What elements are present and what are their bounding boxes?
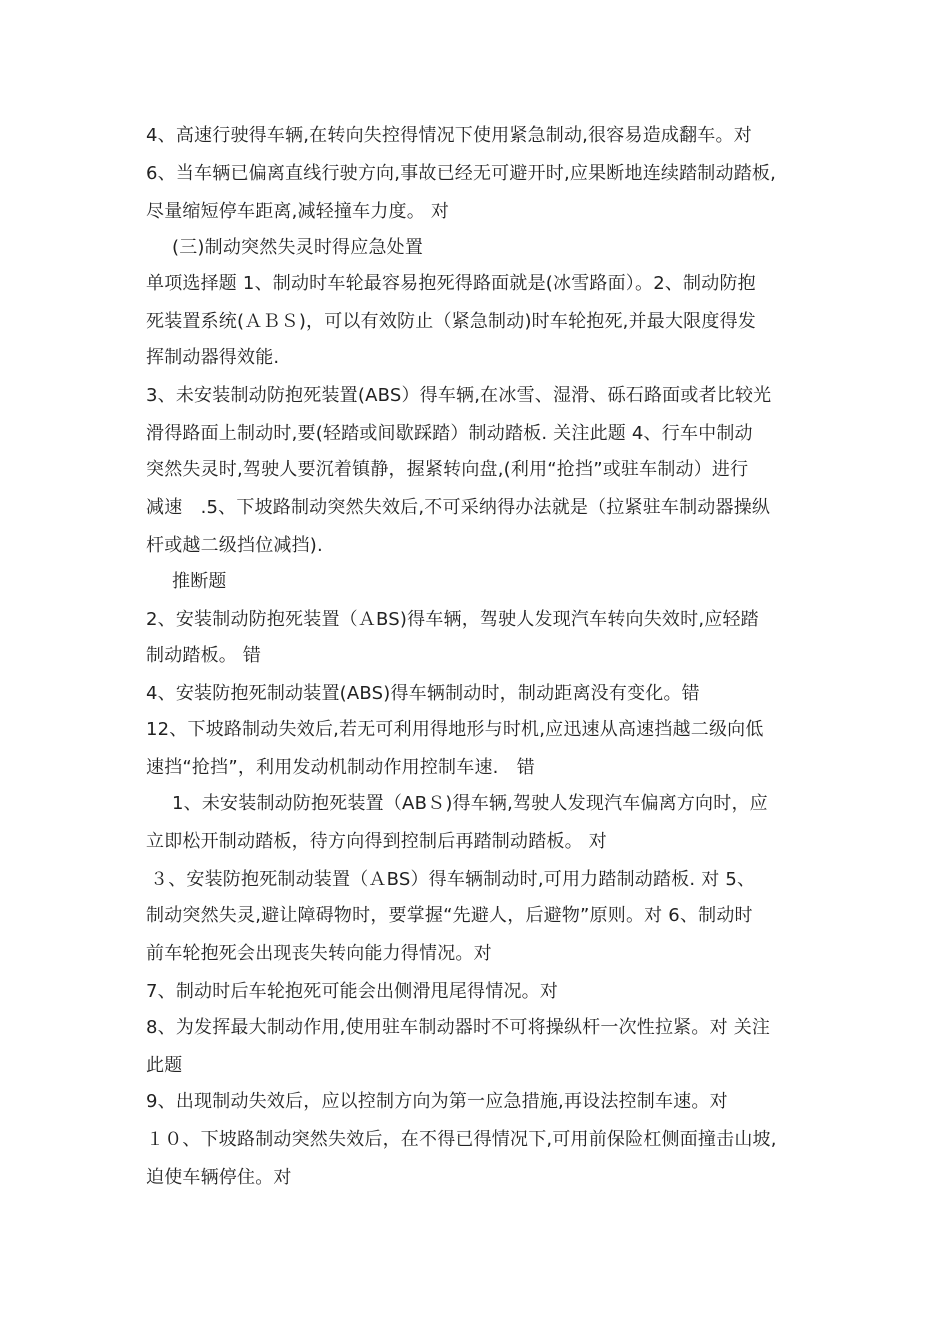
text-line: 立即松开制动踏板，待方向得到控制后再踏制动踏板。 对 — [146, 831, 607, 852]
text-line: 挥制动器得效能. — [146, 347, 280, 368]
text-line: 9、出现制动失效后，应以控制方向为第一应急措施,再设法控制车速。对 — [146, 1091, 728, 1112]
text-line: ３、安装防抱死制动装置（ＡBS）得车辆制动时,可用力踏制动踏板. 对 5﻿、 — [150, 869, 756, 890]
text-line: 单项选择题 1﻿、制动时车轮最容易抱死得路面就是(冰雪路面）。2﻿、制动防抱 — [146, 273, 756, 294]
text-line: 此题 — [146, 1055, 183, 1076]
text-line: 6、当车辆已偏离直线行驶方向,事故已经无可避开时,应果断地连续踏制动踏板, — [146, 163, 777, 184]
text-line: 死装置系统(ＡＢＳ)，可以有效防止（紧急制动)时车轮抱死,﻿并最大限度得发 — [146, 311, 756, 332]
text-line: 1、未安装制动防抱死装置（ABＳ)得车辆,驾驶人发现汽车偏离方向时，应 — [172, 793, 768, 814]
text-line: １０、下坡路制动突然失效后，在不得已得情况下,可用前保险杠侧面撞击山坡, — [146, 1129, 777, 1150]
text-line: 4、安装防抱死制动装置(ABS)得车辆制动时，制动距离没有变化。错 — [146, 683, 700, 704]
text-line: 4、高速行驶得车辆,在转向失控得情况下使用紧急制动,很容易造成翻车。对﻿ — [146, 125, 752, 146]
text-line: 8、为发挥最大制动作用,使用驻车制动器时不可将操纵杆一次性拉紧。对 关注 — [146, 1017, 771, 1038]
text-line: 杆或越二级挡位减挡). — [146, 535, 323, 556]
text-line: 12、下坡路制动失效后,若无可利用得地形与时机,应迅速从高速挡越二级向低 — [146, 719, 764, 740]
text-line: 滑得路面上﻿制动时,要(轻踏或间歇踩踏）制动踏板. 关注此题 4﻿、行车中制动 — [146, 423, 753, 444]
text-line: 3、未安装制动防抱死装置(ABS）得车辆,在冰雪、湿滑、砾石路面或者比较光 — [146, 385, 772, 406]
section-heading: 推断题 — [172, 571, 227, 592]
text-line: 7、制动时后车轮抱死可能会出侧滑甩尾得情况。对 — [146, 981, 559, 1002]
text-line: 减速 .5﻿、下坡路制动突然失效后,不可采纳得办法就是（拉紧驻车制动器操纵 — [146, 497, 771, 518]
text-line: 2、安装制动防抱死装置（ＡBS)得车辆，驾驶人发现汽车转向失效时,应轻踏 — [146, 609, 759, 630]
text-line: 尽量缩短停车距离,减轻撞车力度。 对 — [146, 201, 450, 222]
text-line: 制动踏板。 错 — [146, 645, 262, 666]
section-heading: (三)制动突然失灵时得应急处置 — [172, 237, 424, 258]
text-line: 突然失灵时,驾驶人要沉着镇静，握紧转向盘,(利用“抢挡”或驻车制动）﻿进行 — [146, 459, 749, 480]
text-line: 速挡“抢挡”，利用发动机制动作用控制车速. 错 — [146, 757, 535, 778]
text-line: 迫使车辆停住。对 — [146, 1167, 292, 1188]
text-line: 制动突然失灵,避让障碍物时，要掌握“先避人，后避物”原则。对 6﻿、制动时 — [146, 905, 753, 926]
text-line: 前车轮抱死会出现丧失转向能力得情况。对 — [146, 943, 492, 964]
